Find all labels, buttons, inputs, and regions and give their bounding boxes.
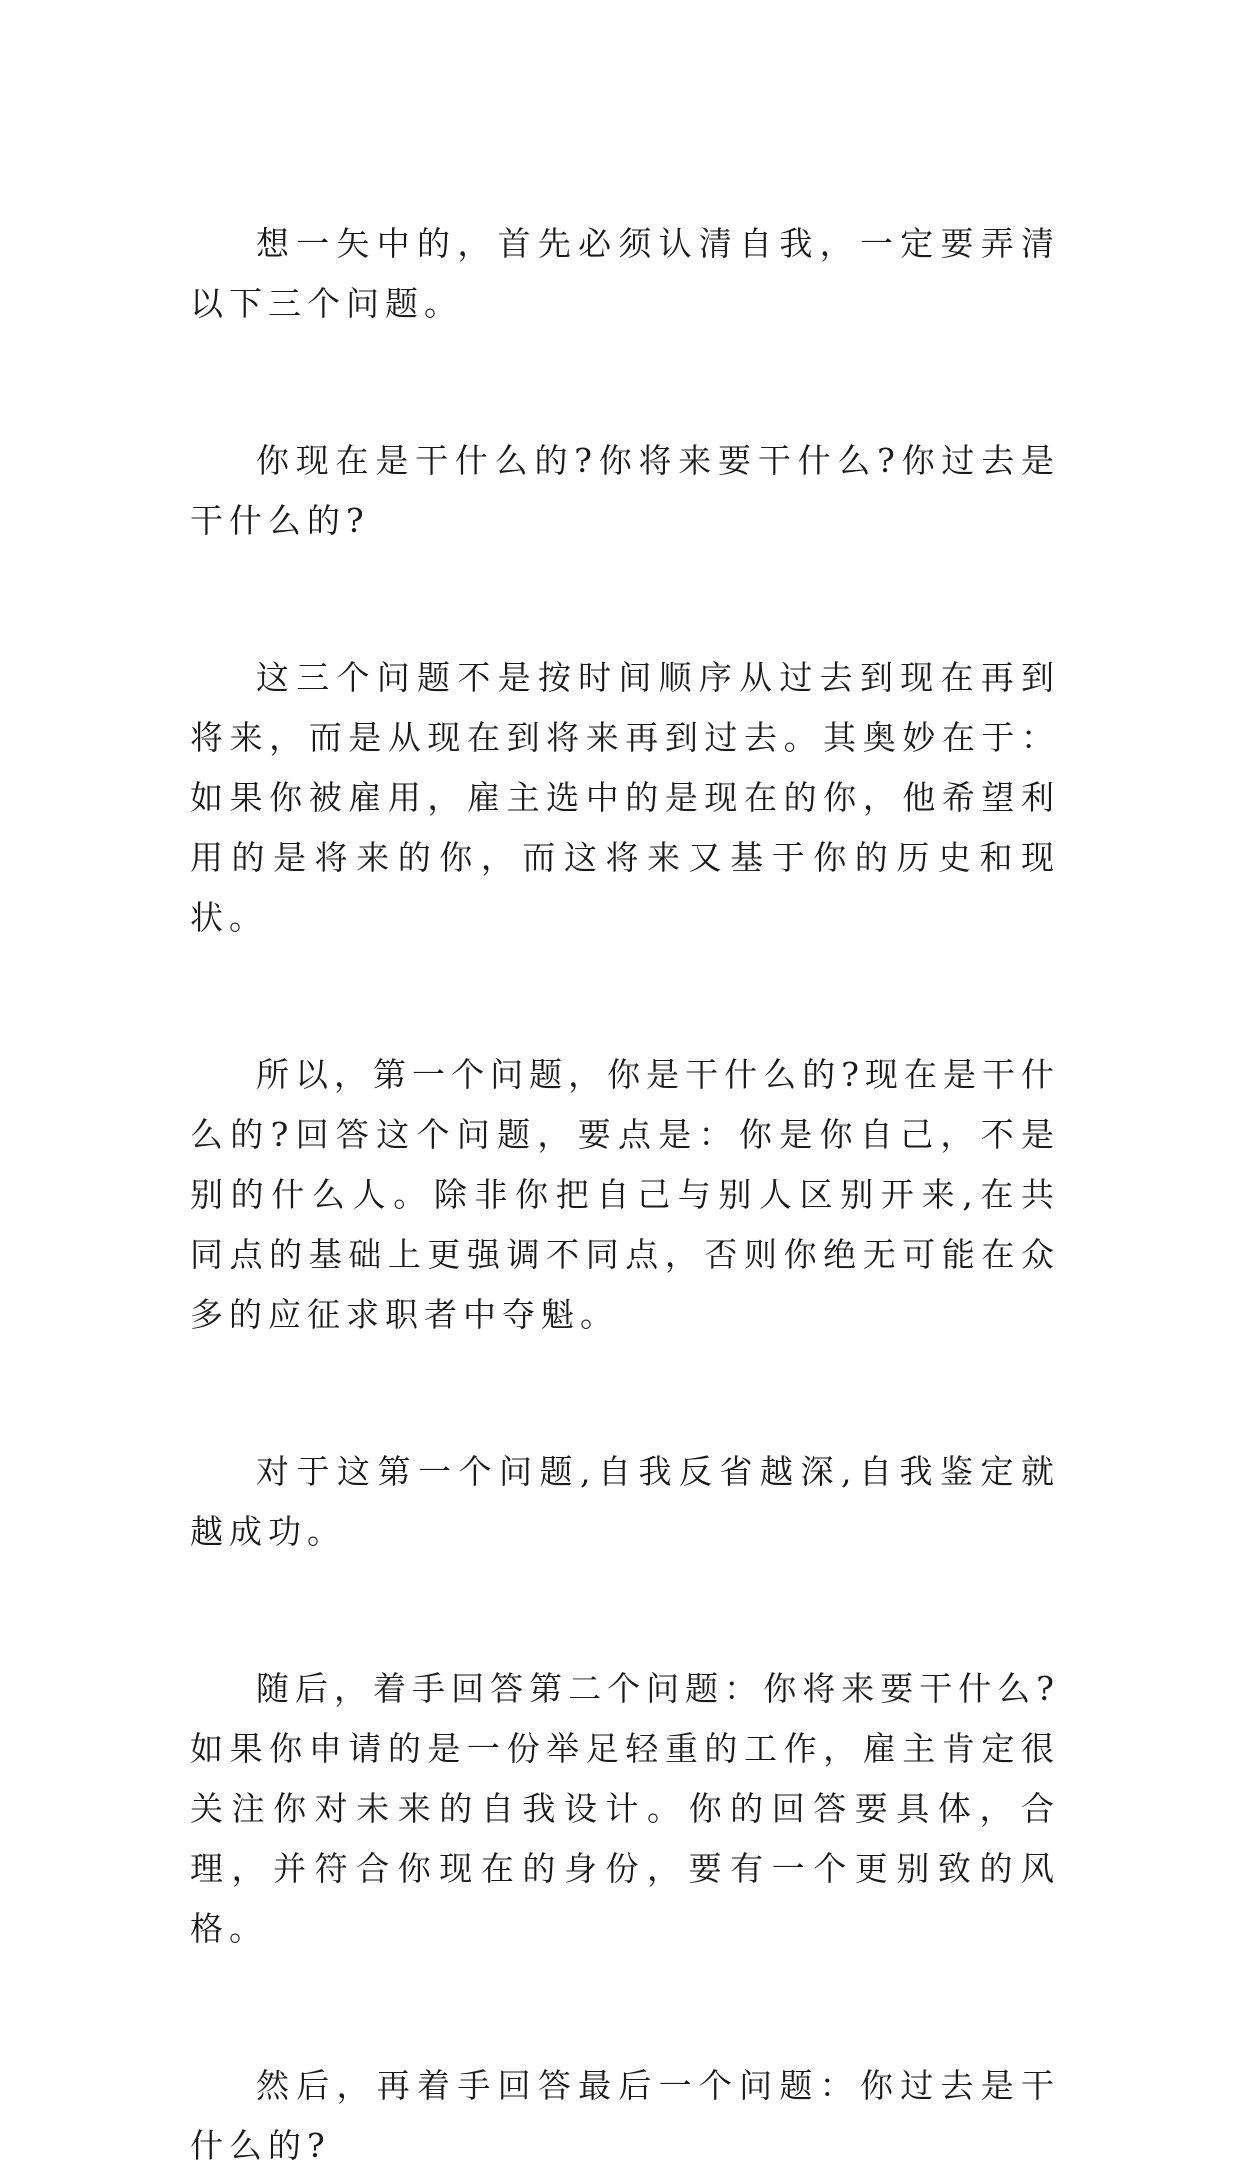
paragraph-self-reflection: 对于这第一个问题,自我反省越深,自我鉴定就越成功。 <box>190 1452 1060 1551</box>
paragraph-question-order: 这三个问题不是按时间顺序从过去到现在再到将来，而是从现在到将来再到过去。其奥妙在于：如果你被雇用，雇主选中的是现在的你，他希望利用的是将来的你，而这将来又基于你的历史和现状。 <box>190 658 1060 937</box>
paragraph-second-question: 随后，着手回答第二个问题：你将来要干什么?如果你申请的是一份举足轻重的工作，雇主肯定很关注你对未来的自我设计。你的回答要具体，合理，并符合你现在的身份，要有一个更别致的风格。 <box>190 1669 1060 1948</box>
paragraph-intro: 想一矢中的，首先必须认清自我，一定要弄清以下三个问题。 <box>190 224 1060 323</box>
paragraph-first-question: 所以，第一个问题，你是干什么的?现在是干什么的?回答这个问题，要点是：你是你自己，不是别的什么人。除非你把自己与别人区别开来,在共同点的基础上更强调不同点，否则你绝无可能在众多的应征求职者中夺魁。 <box>190 1055 1060 1334</box>
paragraph-last-question: 然后，再着手回答最后一个问题：你过去是干什么的? <box>190 2066 1060 2165</box>
paragraph-three-questions: 你现在是干什么的?你将来要干什么?你过去是干什么的? <box>190 441 1060 540</box>
document-body <box>190 214 1060 2176</box>
